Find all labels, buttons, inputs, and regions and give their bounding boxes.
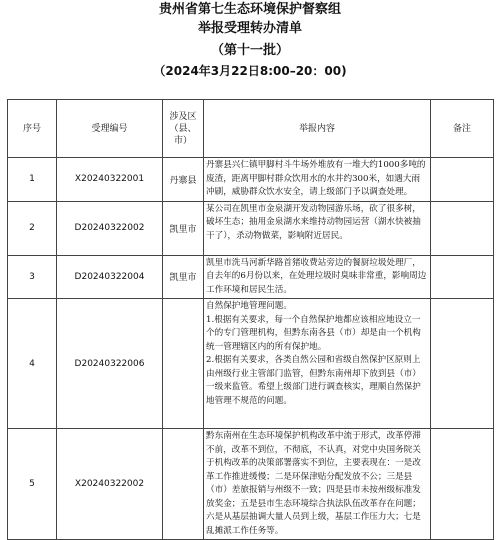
row-code: X20240322001 — [57, 158, 163, 202]
row-content — [204, 158, 431, 202]
row-seq: 2 — [8, 201, 57, 255]
row-area: 凯里市 — [163, 255, 204, 299]
row-area — [163, 429, 204, 540]
content-paragraph: 自然保护地管理问题。 — [206, 301, 292, 311]
document-title: 贵州省第七生态环境保护督察组 — [158, 2, 341, 17]
row-code: X20240322002 — [57, 429, 163, 540]
row-seq: 5 — [8, 429, 57, 540]
row-seq: 1 — [8, 158, 57, 202]
batch-label: （第十一批） — [210, 43, 289, 58]
header-remark: 备注 — [431, 100, 494, 158]
row-remark — [431, 255, 494, 299]
table-row — [8, 429, 494, 540]
content-paragraph: 黔东南州在生态环境保护机构改革中流于形式，改革停滞不前，改革不到位，不彻底，不认真，对党中央国务院关于机构改革的决策部署落实不到位，主要表现在：一是改革工作推进缓慢；二是环保津贴分配发放不公；三是县（市）差旅报销与州级不一致；四是县市未按州级标准发放奖金；五是县市生态环境综合执法队伍改革存在问题；六是从基层抽调大量人员到上级，基层工作压力大；七是乱摊派工作任务等。 — [206, 431, 421, 536]
row-code: D20240322006 — [57, 299, 163, 429]
row-content — [204, 255, 431, 299]
table-row — [8, 201, 494, 255]
row-content — [204, 299, 431, 429]
document-subtitle: 举报受理转办清单 — [197, 21, 302, 36]
row-remark — [431, 158, 494, 202]
header-area: 涉及区（县、市） — [163, 100, 204, 158]
table-row — [8, 299, 494, 429]
row-code: D20240322004 — [57, 255, 163, 299]
row-seq: 3 — [8, 255, 57, 299]
table-row — [8, 158, 494, 202]
row-area: 丹寨县 — [163, 158, 204, 202]
header-code: 受理编号 — [57, 100, 163, 158]
table-row — [8, 255, 494, 299]
content-paragraph: 某公司在凯里市金泉湖开发动物园游乐场，砍了很多树，破坏生态；抽用金泉湖水来维持动物园运营（湖水快被抽干了），杀动物做菜，影响附近居民。 — [206, 203, 421, 241]
header-row — [8, 100, 494, 158]
content-paragraph: 丹寨县兴仁镇甲脚村斗牛场外堆放有一堆大约1000多吨的废渣，距离甲脚村群众饮用水的水井约300米，如遇大雨冲刷，威胁群众饮水安全，请上级部门予以调查处理。 — [206, 160, 426, 197]
row-code: D20240322002 — [57, 201, 163, 255]
row-remark — [431, 201, 494, 255]
time-range: （2024年3月22日8:00–20：00) — [153, 64, 347, 78]
complaint-table — [7, 99, 494, 540]
row-remark — [431, 429, 494, 540]
row-remark — [431, 299, 494, 429]
row-area — [163, 299, 204, 429]
content-paragraph: 凯里市洗马河新华路首猪收费站旁边的餐厨垃圾处理厂，自去年的6月份以来，在处理垃圾时臭味非常重，影响周边工作环境和居民生活。 — [206, 257, 427, 295]
header-seq: 序号 — [8, 100, 57, 158]
content-paragraph: 2.根据有关要求，各类自然公园和省级自然保护区原则上由州级行业主管部门监管，但黔东南州却下放到县（市）一级来监管。希望上级部门进行调查核实，理顺自然保护地管理不规范的问题。 — [206, 355, 421, 406]
row-content — [204, 201, 431, 255]
row-area: 凯里市 — [163, 201, 204, 255]
header-content: 举报内容 — [204, 100, 431, 158]
content-paragraph: 1.根据有关要求，每一个自然保护地都应该相应地设立一个的专门管理机构，但黔东南各县（市）却是由一个机构统一管理辖区内的所有保护地。 — [206, 314, 421, 352]
row-seq: 4 — [8, 299, 57, 429]
row-content — [204, 429, 431, 540]
